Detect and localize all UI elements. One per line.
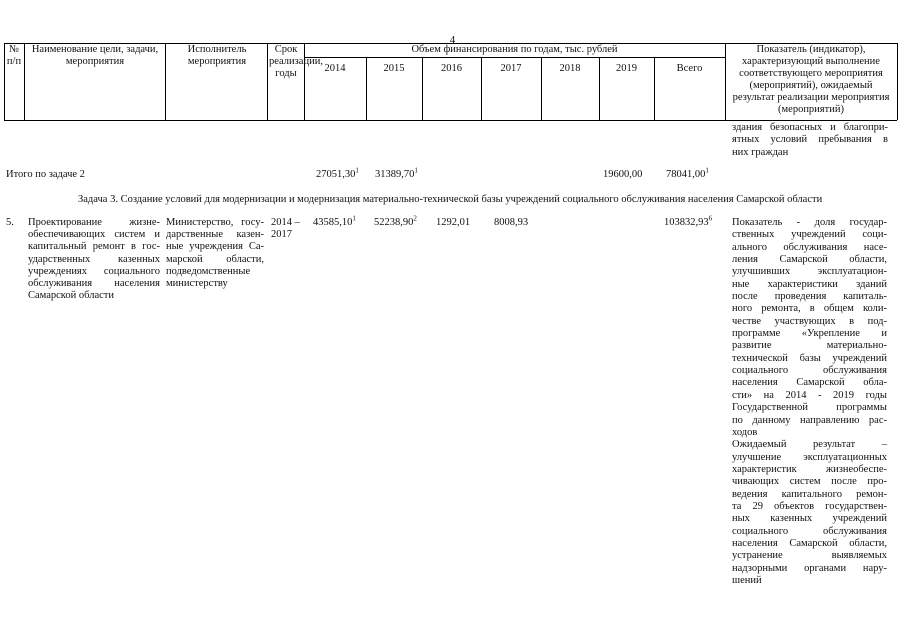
table-header: [4, 43, 897, 120]
carryover-text: здания безопасных и благопри- ятных условий пребывания в них граждан: [732, 122, 888, 158]
row5-2016: 1292,01: [436, 217, 471, 228]
header-year-2016: 2016: [441, 63, 462, 74]
row5-2017: 8008,93: [494, 217, 529, 228]
row5-2015: 52238,90$^2$: [374, 214, 417, 228]
subtotal-2015: 31389,70$^1$: [375, 166, 418, 180]
header-bottom-border: [4, 120, 897, 121]
subtotal-total: 78041,00$^1$: [666, 166, 709, 180]
financing-divider: [304, 57, 725, 58]
header-term: Срок реализации, годы: [269, 44, 323, 79]
row5-2014: 43585,10$^1$: [313, 214, 356, 228]
row5-executor: Министерство, госу- дарственные казен- ные учреждения Са- марской области, подведомственные министерству: [166, 217, 264, 290]
subtotal-2019: 19600,00: [603, 169, 643, 180]
row5-total: 103832,93$^6$: [664, 214, 713, 228]
subtotal-label: Итого по задаче 2: [6, 169, 85, 180]
header-year-2018: 2018: [559, 63, 581, 74]
header-financing: Объем финансирования по годам, тыс. рублей: [411, 44, 618, 55]
header-year-2019: 2019: [616, 63, 637, 74]
page-number: 4: [449, 34, 456, 46]
header-year-2014: 2014: [324, 63, 346, 74]
header-year-2015: 2015: [383, 63, 405, 74]
row5-number: 5.: [6, 217, 14, 228]
header-num: № п/п: [6, 44, 22, 67]
header-year-2017: 2017: [500, 63, 522, 74]
subtotal-2014: 27051,30$^1$: [316, 166, 359, 180]
header-total: Всего: [676, 63, 703, 74]
header-executor: Исполнитель мероприятия: [187, 44, 247, 67]
task-3-heading: Задача 3. Создание условий для модернизации и модернизация материально-технической базы учреждений социального обслуживания населения Самарской области: [78, 194, 823, 205]
row5-name: Проектирование жизне- обеспечивающих систем и капитальный ремонт в гос- ударственных казенных учреждениях социального обслуживания населения Самарской области: [28, 217, 160, 302]
row5-term: 2014 – 2017: [271, 217, 300, 241]
header-name: Наименование цели, задачи, мероприятия: [31, 44, 159, 67]
header-indicator: Показатель (индикатор), характеризующий выполнение соответствующего мероприятия (мероприятий), ожидаемый результат реализации мероприятия (мероприятий): [732, 44, 890, 115]
row5-indicator: Показатель - доля государ- ственных учреждений соци- ального обслуживания насе- ления Самарской области, улучшивших эксплуатацион- ные характеристики зданий после проведения капиталь- ного ремонта, в общем коли- честве участвующих в под- программе «Укрепление и развитие материально- технической базы учреждений социального обслуживания населения Самарской обла- сти» на 2014 - 2019 годы Государственной программы по данному направлению рас- ходов Ожидаемый результат – улучшение эксплуатационных характеристик жизнеобеспе- чивающих систем после про- ведения капитального ремон- та 29 объектов государствен- ных казенных учреждений социального обслуживания населения Самарской области, устранение выявляемых надзорными органами нару- шений: [732, 217, 887, 586]
